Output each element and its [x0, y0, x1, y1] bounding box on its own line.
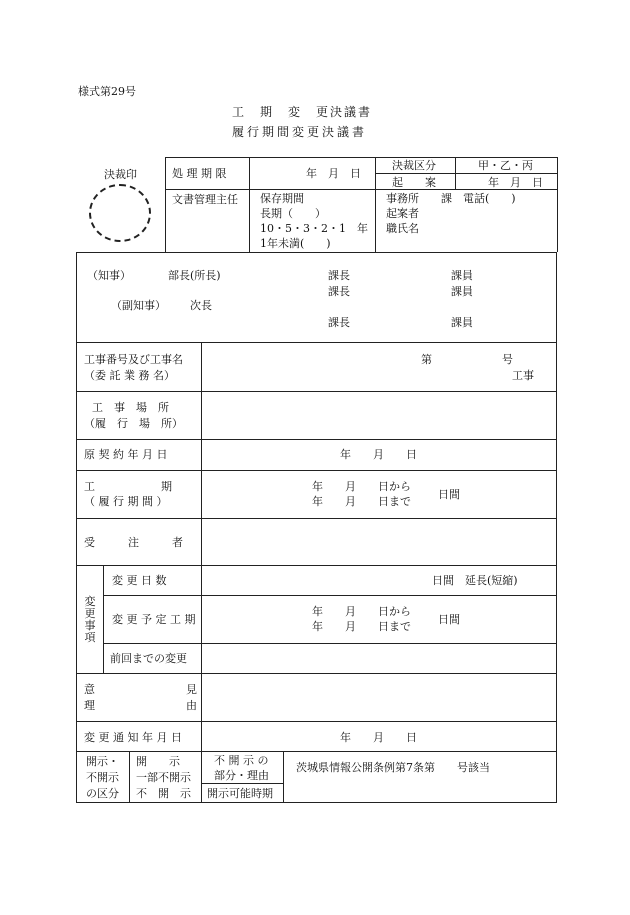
performance-place-label: （履 行 場 所） [84, 417, 183, 430]
form-title-performance: 履行期間変更決議書 [232, 125, 368, 139]
draft-label: 起 案 [392, 176, 436, 189]
ordinance-text: 茨城県情報公開条例第7条第 号該当 [296, 761, 490, 774]
opinion-label-1: 意 [84, 683, 95, 696]
work-no-dai: 第 [421, 353, 432, 366]
period-days: 日間 [438, 488, 460, 501]
staff-label-3: 課員 [451, 316, 473, 329]
change-from: 年 月 日から [312, 605, 411, 618]
contractor-label: 受 注 者 [84, 536, 183, 549]
form-title-construction: 工 期 変 更決議書 [232, 105, 373, 119]
period-to: 年 月 日まで [312, 495, 411, 508]
deadline-label: 処 理 期 限 [172, 167, 227, 180]
previous-change-label: 前回までの変更 [110, 652, 187, 665]
period-from: 年 月 日から [312, 480, 411, 493]
work-place-label: 工 事 場 所 [92, 401, 169, 414]
form-number: 様式第29号 [78, 85, 136, 98]
section-chief-label-2: 課長 [328, 285, 350, 298]
drafter-label: 起案者 [386, 207, 419, 220]
retention-long: 長期（ ） [260, 207, 326, 220]
performance-period-label: （ 履 行 期 間 ） [84, 495, 168, 508]
contract-date-label: 原 契 約 年 月 日 [84, 448, 168, 461]
position-name-label: 職氏名 [386, 222, 419, 235]
staff-label-1: 課員 [451, 269, 473, 282]
deputy-label: 次長 [190, 299, 212, 312]
category-label: 決裁区分 [392, 159, 436, 172]
retention-label: 保存期間 [260, 192, 304, 205]
change-to: 年 月 日まで [312, 620, 411, 633]
notice-date-value: 年 月 日 [340, 731, 417, 744]
work-no-label: 工事番号及び工事名 [84, 353, 183, 366]
director-label: 部長(所長) [168, 269, 221, 282]
office-label: 事務所 課 電話( ) [386, 192, 516, 205]
nondisclosed-part-label-2: 部分・理由 [214, 769, 269, 782]
doc-manager-label: 文書管理主任 [172, 193, 238, 206]
category-value: 甲・乙・丙 [478, 159, 533, 172]
deadline-value: 年 月 日 [306, 167, 361, 180]
change-days-value: 日間 延長(短縮) [432, 574, 518, 587]
retention-short: 1年未満( ) [260, 237, 331, 250]
disclosable-time-label: 開示可能時期 [207, 787, 273, 800]
notice-date-label: 変 更 通 知 年 月 日 [84, 731, 182, 744]
change-period-days: 日間 [438, 613, 460, 626]
disclosure-option-disclose: 開 示 [136, 755, 180, 768]
change-period-label: 変 更 予 定 工 期 [112, 613, 196, 626]
staff-label-2: 課員 [451, 285, 473, 298]
period-label: 工 期 [84, 480, 172, 493]
disclosure-class-label-1: 開示・ [86, 755, 119, 768]
stamp-label: 決裁印 [104, 168, 137, 181]
governor-label: （知事） [87, 269, 131, 282]
section-chief-label-3: 課長 [328, 316, 350, 329]
stamp-circle [89, 184, 151, 242]
consignment-name-label: （委 託 業 務 名） [84, 369, 175, 382]
contract-date-value: 年 月 日 [340, 448, 417, 461]
opinion-label-2: 見 [186, 683, 197, 696]
vice-governor-label: （副知事） [111, 299, 166, 312]
disclosure-option-nondisclose: 不 開 示 [136, 787, 191, 800]
work-no-go: 号 [502, 353, 513, 366]
reason-label-1: 理 [84, 699, 95, 712]
change-items-label: 変更事項 [84, 595, 96, 644]
retention-years: 10・5・3・2・1 年 [260, 222, 368, 235]
section-chief-label-1: 課長 [328, 269, 350, 282]
change-days-label: 変 更 日 数 [112, 574, 167, 587]
disclosure-option-partial: 一部不開示 [136, 771, 191, 784]
disclosure-class-label-2: 不開示 [86, 771, 119, 784]
draft-date: 年 月 日 [488, 176, 543, 189]
work-no-kouji: 工事 [512, 369, 534, 382]
nondisclosed-part-label-1: 不 開 示 の [214, 754, 269, 767]
disclosure-class-label-3: の区分 [86, 787, 119, 800]
reason-label-2: 由 [186, 699, 197, 712]
